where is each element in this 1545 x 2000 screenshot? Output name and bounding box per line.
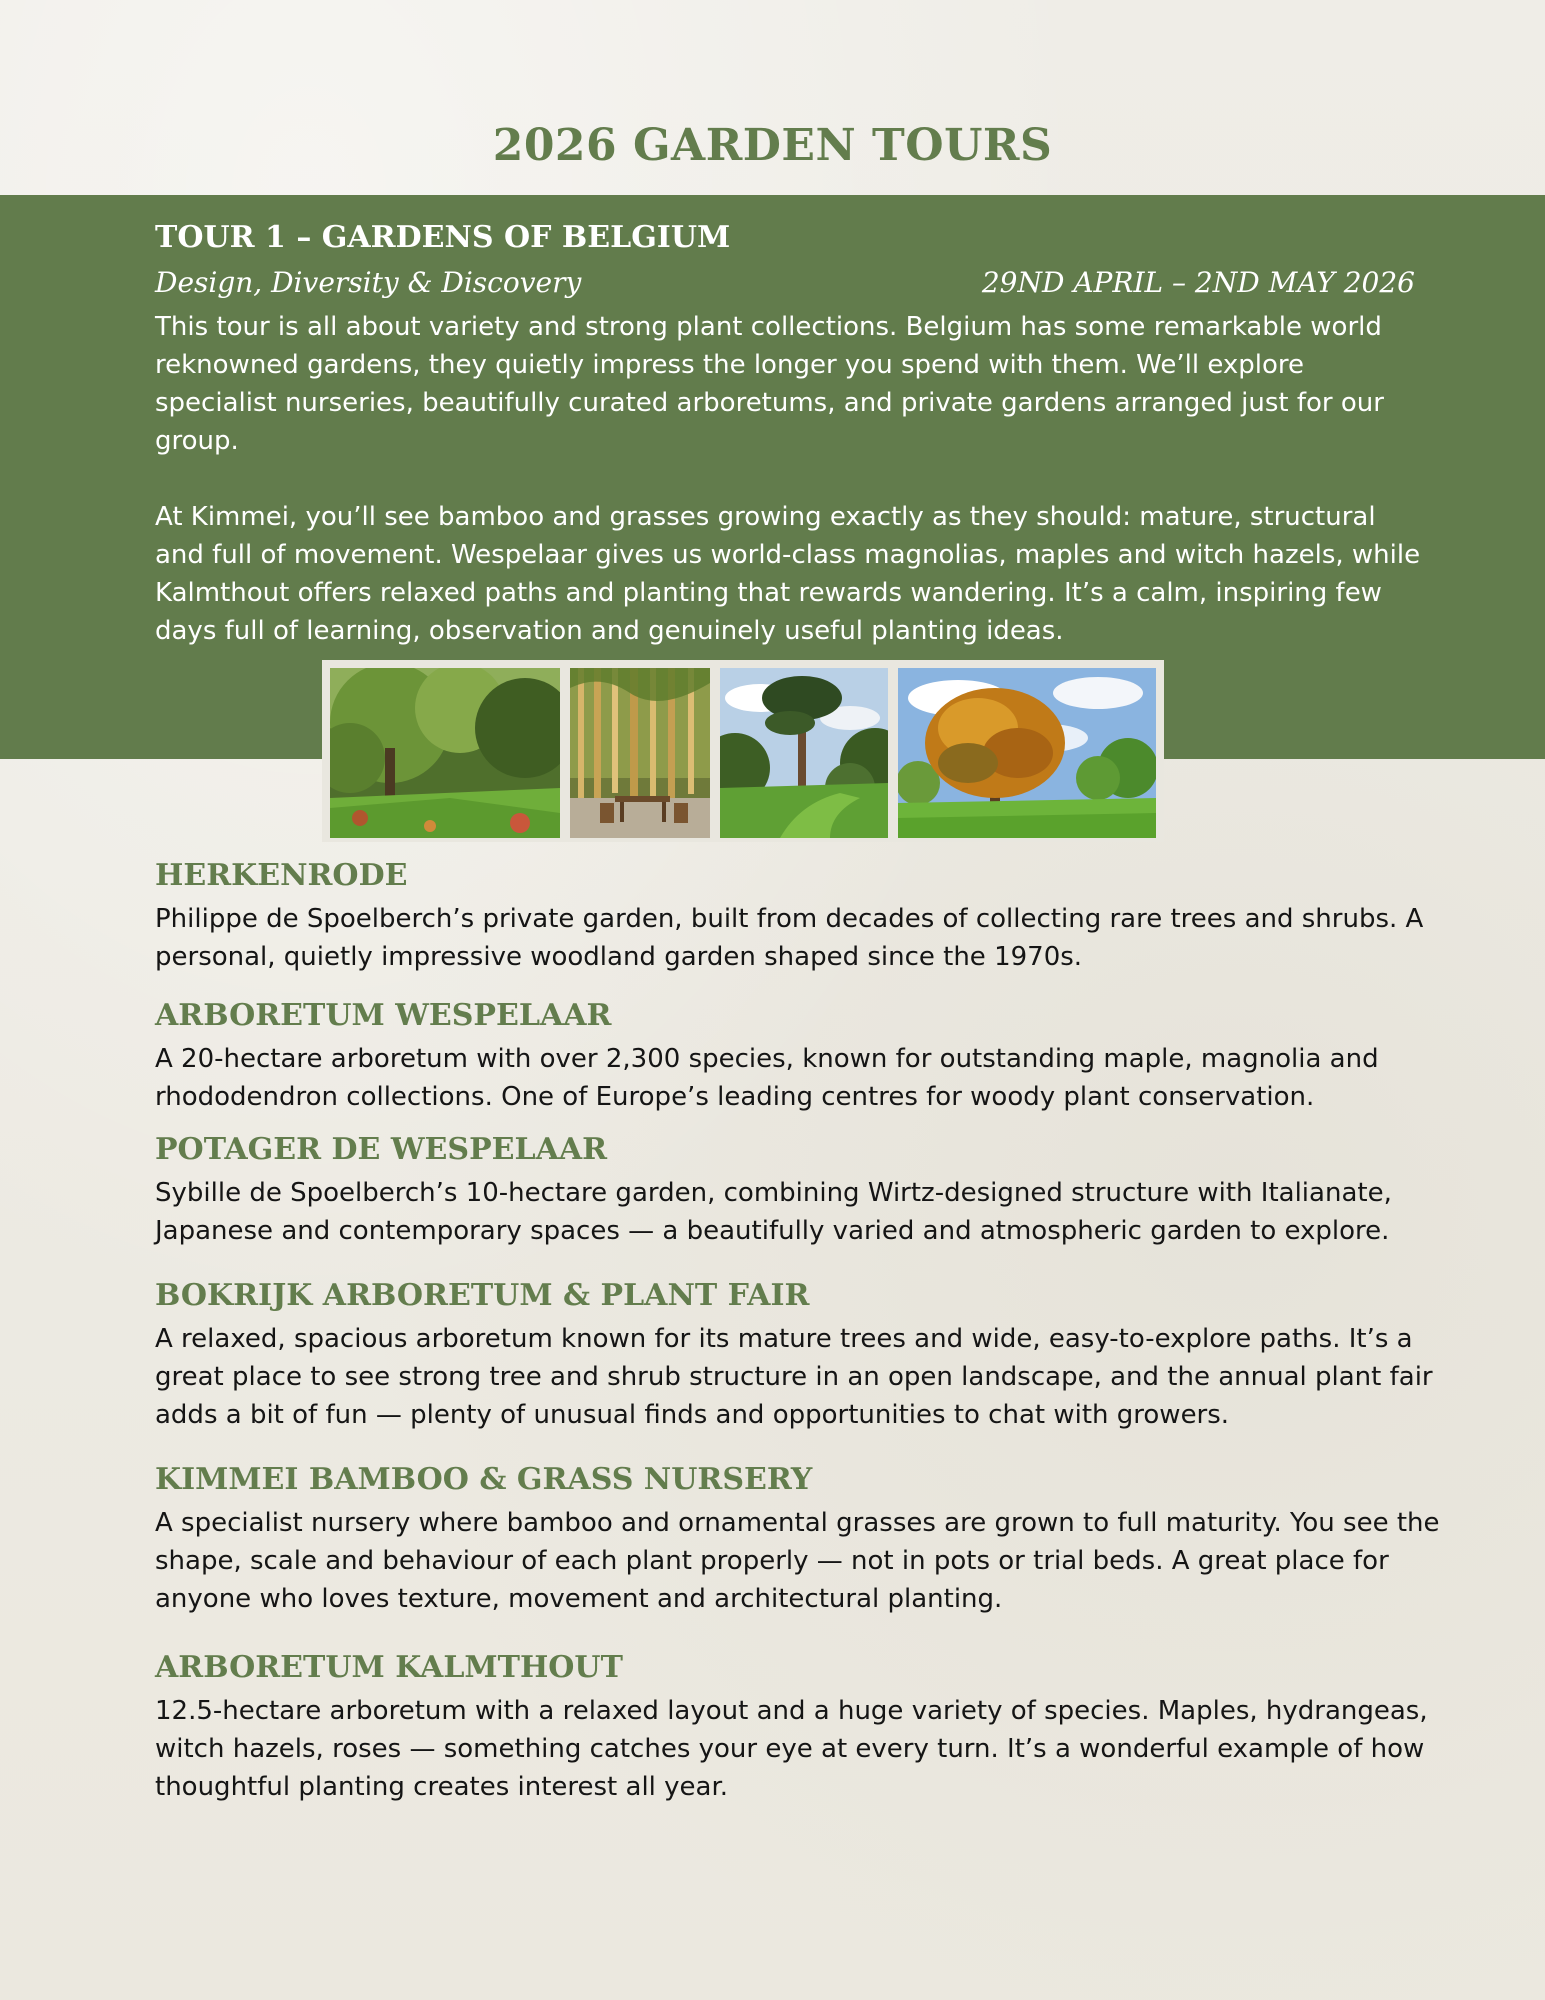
- intro-paragraph: At Kimmei, you’ll see bamboo and grasses growing exactly as they should: mature, structural and full of movement. Wespelaar gives us world-class magnolias, maples and witch hazels, while Kalmthout offers relaxed paths and planting that rewards wandering. It’s a calm, inspiring few days full of learning, observation and genuinely useful planting ideas.: [155, 502, 1421, 646]
- garden-heading: POTAGER DE WESPELAAR: [155, 1132, 608, 1167]
- bamboo-seating-photo: [570, 668, 710, 838]
- tour-intro: [155, 308, 1425, 650]
- garden-description: A relaxed, spacious arboretum known for its mature trees and wide, easy-to-explore paths. It’s a great place to see strong tree and shrub structure in an open landscape, and the annual plant fair adds a bit of fun — plenty of unusual finds and opportunities to chat with growers.: [155, 1324, 1433, 1430]
- tour-subtitle: Design, Diversity & Discovery: [155, 266, 582, 299]
- garden-section: [155, 852, 1455, 976]
- woodland-garden-photo: [330, 668, 560, 838]
- garden-heading: HERKENRODE: [155, 858, 408, 893]
- intro-paragraph: This tour is all about variety and strong plant collections. Belgium has some remarkable world reknowned gardens, they quietly impress the longer you spend with them. We’ll explore specialist nurseries, beautifully curated arboretums, and private gardens arranged just for our group.: [155, 312, 1384, 456]
- tour-heading: TOUR 1 – GARDENS OF BELGIUM: [155, 220, 731, 255]
- garden-section: [155, 1126, 1455, 1250]
- pine-path-photo: [720, 668, 888, 838]
- garden-heading: BOKRIJK ARBORETUM & PLANT FAIR: [155, 1278, 810, 1313]
- garden-list: [155, 852, 1455, 1806]
- garden-description: A specialist nursery where bamboo and ornamental grasses are grown to full maturity. You see the shape, scale and behaviour of each plant properly — not in pots or trial beds. A great place for anyone who loves texture, movement and architectural planting.: [155, 1508, 1440, 1614]
- garden-description: A 20-hectare arboretum with over 2,300 species, known for outstanding maple, magnolia and rhododendron collections. One of Europe’s leading centres for woody plant conservation.: [155, 1044, 1379, 1112]
- garden-section: [155, 992, 1455, 1116]
- tour-dates: 29ND APRIL – 2ND MAY 2026: [981, 266, 1415, 299]
- garden-heading: ARBORETUM WESPELAAR: [155, 998, 612, 1033]
- garden-description: Philippe de Spoelberch’s private garden, built from decades of collecting rare trees and shrubs. A personal, quietly impressive woodland garden shaped since the 1970s.: [155, 904, 1424, 972]
- garden-section: [155, 1456, 1455, 1618]
- page-title: 2026 GARDEN TOURS: [492, 120, 1053, 171]
- photo-strip: [322, 660, 1164, 842]
- garden-description: Sybille de Spoelberch’s 10-hectare garden, combining Wirtz-designed structure with Italianate, Japanese and contemporary spaces — a beautifully varied and atmospheric garden to explore.: [155, 1178, 1392, 1246]
- garden-description: 12.5-hectare arboretum with a relaxed layout and a huge variety of species. Maples, hydrangeas, witch hazels, roses — something catches your eye at every turn. It’s a wonderful example of how thoughtful planting creates interest all year.: [155, 1696, 1428, 1802]
- autumn-tree-photo: [898, 668, 1156, 838]
- garden-section: [155, 1644, 1455, 1806]
- garden-heading: ARBORETUM KALMTHOUT: [155, 1650, 623, 1685]
- garden-heading: KIMMEI BAMBOO & GRASS NURSERY: [155, 1462, 813, 1497]
- garden-section: [155, 1272, 1455, 1434]
